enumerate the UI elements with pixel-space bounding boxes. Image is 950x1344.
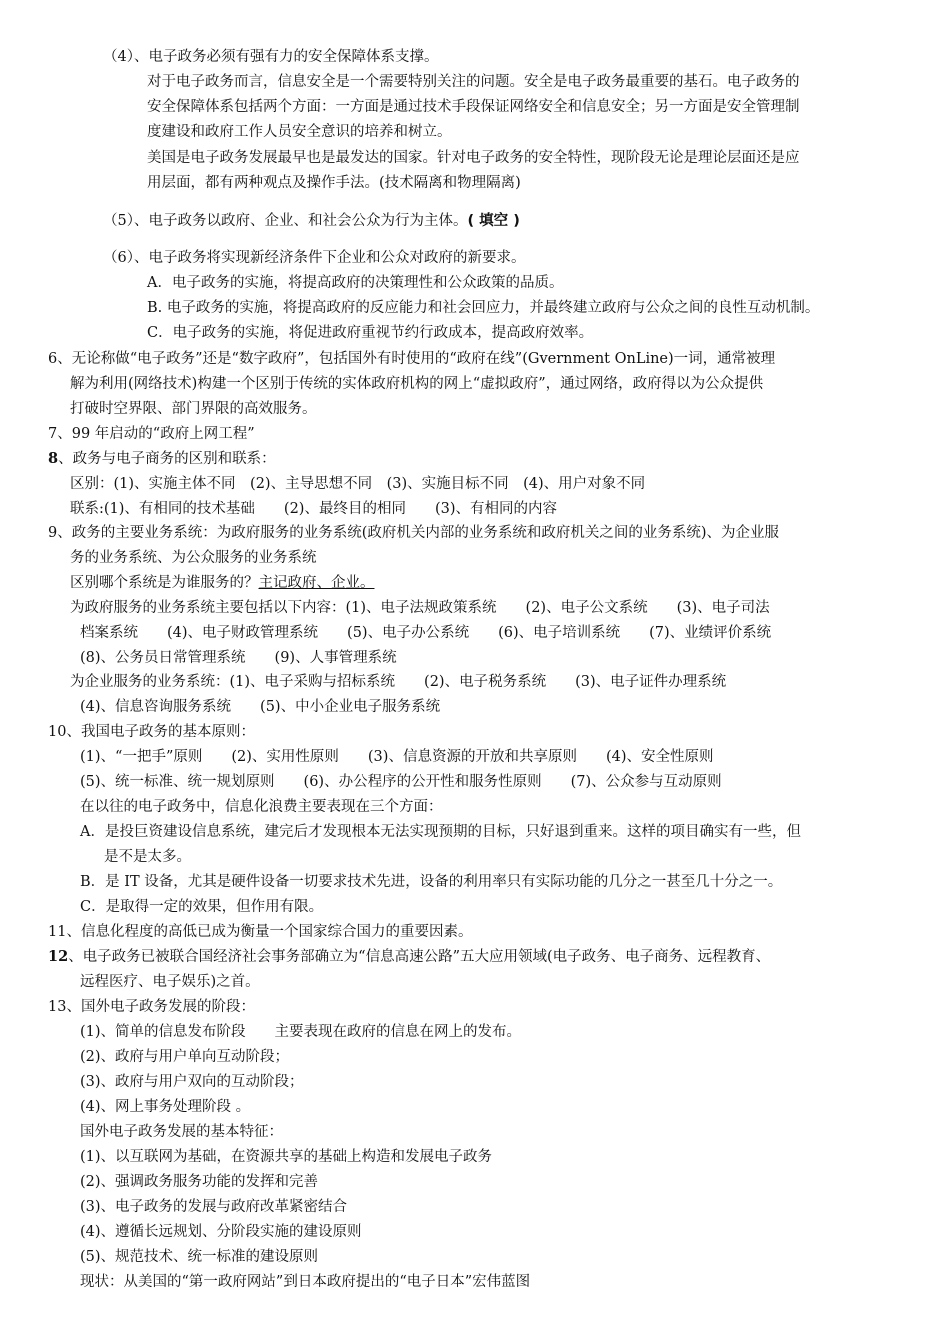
section-6-item: B. 电子政务的实施，将提高政府的反应能力和社会回应力，并最终建立政府与公众之间的良性互动机制。 xyxy=(147,300,820,316)
section-4-paragraph-line: 美国是电子政务发展最早也是最发达的国家。针对电子政务的安全特性，现阶段无论是理论层面还是应 xyxy=(147,150,800,166)
gov-system-line: (8)、公务员日常管理系统 (9)、人事管理系统 xyxy=(80,650,397,666)
feature-title: 国外电子政务发展的基本特征： xyxy=(80,1124,283,1140)
item-11: 11、信息化程度的高低已成为衡量一个国家综合国力的重要因素。 xyxy=(48,924,473,940)
section-4-paragraph-line: 用层面，都有两种观点及操作手法。(技术隔离和物理隔离) xyxy=(147,175,521,191)
stage-item: (4)、网上事务处理阶段 。 xyxy=(80,1099,251,1115)
item-8-title-text: 、政务与电子商务的区别和联系： xyxy=(58,451,276,467)
item-12-text: 、电子政务已被联合国经济社会事务部确立为“信息高速公路”五大应用领域(电子政务、电子商务、远程教育、 xyxy=(68,949,771,965)
gov-system-line: 为政府服务的业务系统主要包括以下内容：(1)、电子法规政策系统 (2)、电子公文系统 (3)、电子司法 xyxy=(70,600,770,616)
item-9-question: 区别哪个系统是为谁服务的？ xyxy=(70,575,259,591)
feature-item: (2)、强调政务服务功能的发挥和完善 xyxy=(80,1174,319,1190)
principle-line: (1)、“一把手”原则 (2)、实用性原则 (3)、信息资源的开放和共享原则 (4)、安全性原则 xyxy=(80,749,714,765)
section-6-title: （6）、电子政务将实现新经济条件下企业和公众对政府的新要求。 xyxy=(103,250,526,266)
waste-item: B．是 IT 设备，尤其是硬件设备一切要求技术先进，设备的利用率只有实际功能的几分之一甚至几十分之一。 xyxy=(80,874,783,890)
stage-item: (3)、政府与用户双向的互动阶段； xyxy=(80,1074,304,1090)
item-12-number: 12 xyxy=(48,948,69,965)
principle-line: (5)、统一标准、统一规划原则 (6)、办公程序的公开性和服务性原则 (7)、公众参与互动原则 xyxy=(80,774,722,790)
fill-blank-tag: ( 填空 ) xyxy=(467,213,520,229)
waste-item: C．是取得一定的效果，但作用有限。 xyxy=(80,899,324,915)
waste-item: A．是投巨资建设信息系统，建完后才发现根本无法实现预期的目标，只好退到重来。这样的项目确实有一些，但 xyxy=(80,824,801,840)
section-5-line xyxy=(103,211,520,231)
enterprise-system-line: (4)、信息咨询服务系统 (5)、中小企业电子服务系统 xyxy=(80,699,441,715)
status-line: 现状：从美国的“第一政府网站”到日本政府提出的“电子日本”宏伟蓝图 xyxy=(80,1274,531,1290)
item-6-line: 6、无论称做“电子政务”还是“数字政府”，包括国外有时使用的“政府在线”(Gvernment OnLine)一词，通常被理 xyxy=(48,351,776,367)
feature-item: (1)、以互联网为基础，在资源共享的基础上构造和发展电子政务 xyxy=(80,1149,493,1165)
feature-item: (4)、遵循长远规划、分阶段实施的建设原则 xyxy=(80,1224,362,1240)
item-9-line: 务的业务系统、为公众服务的业务系统 xyxy=(70,550,317,566)
section-4-title: （4）、电子政务必须有强有力的安全保障体系支撑。 xyxy=(103,49,439,65)
stage-item: (2)、政府与用户单向互动阶段； xyxy=(80,1049,290,1065)
item-8-number: 8 xyxy=(48,450,59,467)
item-10-title: 10、我国电子政务的基本原则： xyxy=(48,724,255,740)
item-9-answer: 主记政府、企业。 xyxy=(258,575,375,591)
enterprise-system-line: 为企业服务的业务系统：(1)、电子采购与招标系统 (2)、电子税务系统 (3)、电子证件办理系统 xyxy=(70,674,727,690)
section-4-paragraph-line: 安全保障体系包括两个方面：一方面是通过技术手段保证网络安全和信息安全；另一方面是安全管理制 xyxy=(147,99,800,115)
waste-title: 在以往的电子政务中，信息化浪费主要表现在三个方面： xyxy=(80,799,443,815)
feature-item: (5)、规范技术、统一标准的建设原则 xyxy=(80,1249,319,1265)
section-6-item: C．电子政务的实施，将促进政府重视节约行政成本，提高政府效率。 xyxy=(147,325,594,341)
item-12-line xyxy=(48,947,770,967)
section-5-text: （5）、电子政务以政府、企业、和社会公众为行为主体。 xyxy=(103,213,468,229)
section-4-paragraph-line: 度建设和政府工作人员安全意识的培养和树立。 xyxy=(147,124,452,140)
item-9-question-line xyxy=(70,573,375,593)
item-6-line: 解为利用(网络技术)构建一个区别于传统的实体政府机构的网上“虚拟政府”，通过网络，政府得以为公众提供 xyxy=(70,376,764,392)
item-12-line: 远程医疗、电子娱乐)之首。 xyxy=(80,974,260,990)
stage-item: (1)、简单的信息发布阶段 主要表现在政府的信息在网上的发布。 xyxy=(80,1024,522,1040)
gov-system-line: 档案系统 (4)、电子财政管理系统 (5)、电子办公系统 (6)、电子培训系统 (7)、业绩评价系统 xyxy=(80,625,772,641)
section-4-paragraph-line: 对于电子政务而言，信息安全是一个需要特别关注的问题。安全是电子政务最重要的基石。电子政务的 xyxy=(147,74,800,90)
feature-item: (3)、电子政务的发展与政府改革紧密结合 xyxy=(80,1199,348,1215)
section-6-item: A．电子政务的实施，将提高政府的决策理性和公众政策的品质。 xyxy=(147,275,564,291)
waste-item: 是不是太多。 xyxy=(104,849,191,865)
item-9-line: 9、政务的主要业务系统：为政府服务的业务系统(政府机关内部的业务系统和政府机关之间的业务系统)、为企业服 xyxy=(48,525,780,541)
item-7: 7、99 年启动的“政府上网工程” xyxy=(48,426,255,442)
item-13-title: 13、国外电子政务发展的阶段： xyxy=(48,999,255,1015)
item-8-title xyxy=(48,449,276,469)
item-6-line: 打破时空界限、部门界限的高效服务。 xyxy=(70,401,317,417)
item-8-differences: 区别：(1)、实施主体不同 (2)、主导思想不同 (3)、实施目标不同 (4)、用户对象不同 xyxy=(70,476,646,492)
item-8-connections: 联系:(1)、有相同的技术基础 (2)、最终目的相同 (3)、有相同的内容 xyxy=(70,501,558,517)
